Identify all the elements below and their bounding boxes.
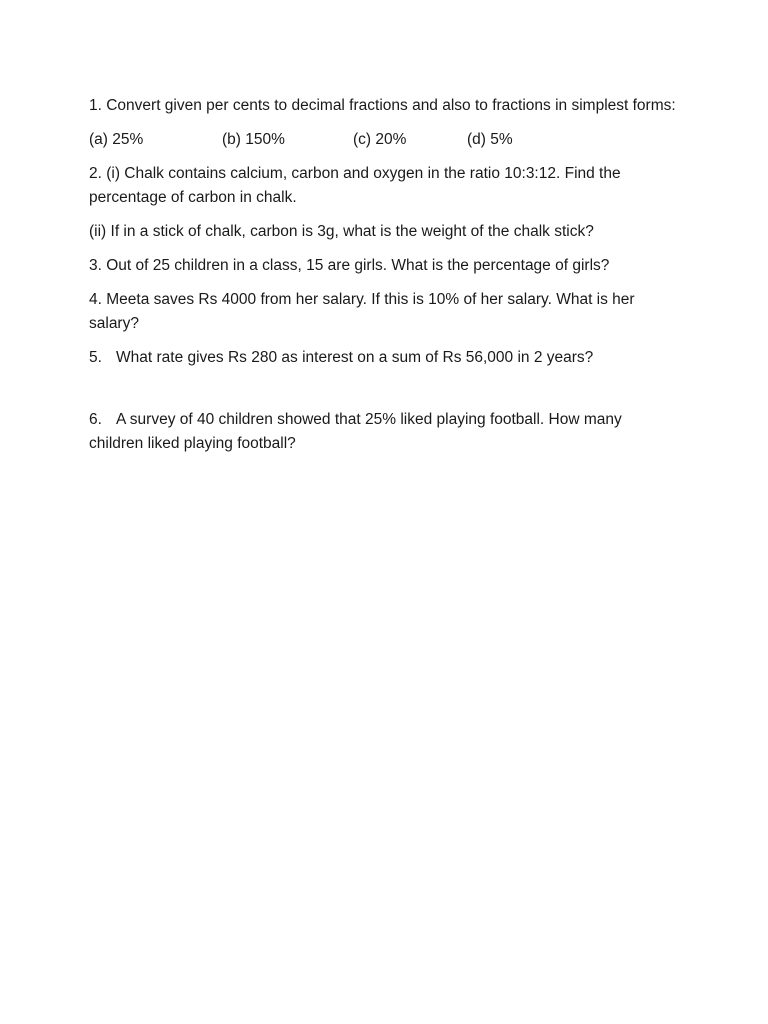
option-d: (d) 5% bbox=[467, 131, 513, 148]
question-4-text: 4. Meeta saves Rs 4000 from her salary. If this is 10% of her salary. What is her salary? bbox=[89, 291, 635, 332]
question-6-number: 6. bbox=[89, 411, 102, 428]
option-b: (b) 150% bbox=[222, 131, 285, 148]
question-5-text: What rate gives Rs 280 as interest on a sum of Rs 56,000 in 2 years? bbox=[116, 349, 594, 366]
question-6 bbox=[89, 408, 679, 456]
question-1-options bbox=[89, 128, 679, 152]
question-6-text: A survey of 40 children showed that 25% liked playing football. How many children liked playing football? bbox=[89, 411, 622, 452]
question-1-text: 1. Convert given per cents to decimal fractions and also to fractions in simplest forms: bbox=[89, 97, 676, 114]
question-5-number: 5. bbox=[89, 349, 102, 366]
spacer bbox=[89, 380, 679, 408]
option-c: (c) 20% bbox=[353, 131, 407, 148]
question-2-part-1: 2. (i) Chalk contains calcium, carbon and oxygen in the ratio 10:3:12. Find the percentage of carbon in chalk. bbox=[89, 165, 621, 206]
question-5 bbox=[89, 346, 679, 370]
question-3-text: 3. Out of 25 children in a class, 15 are girls. What is the percentage of girls? bbox=[89, 257, 610, 274]
option-a: (a) 25% bbox=[89, 131, 144, 148]
question-2-part-2: (ii) If in a stick of chalk, carbon is 3g, what is the weight of the chalk stick? bbox=[89, 223, 594, 240]
question-list bbox=[89, 94, 679, 466]
